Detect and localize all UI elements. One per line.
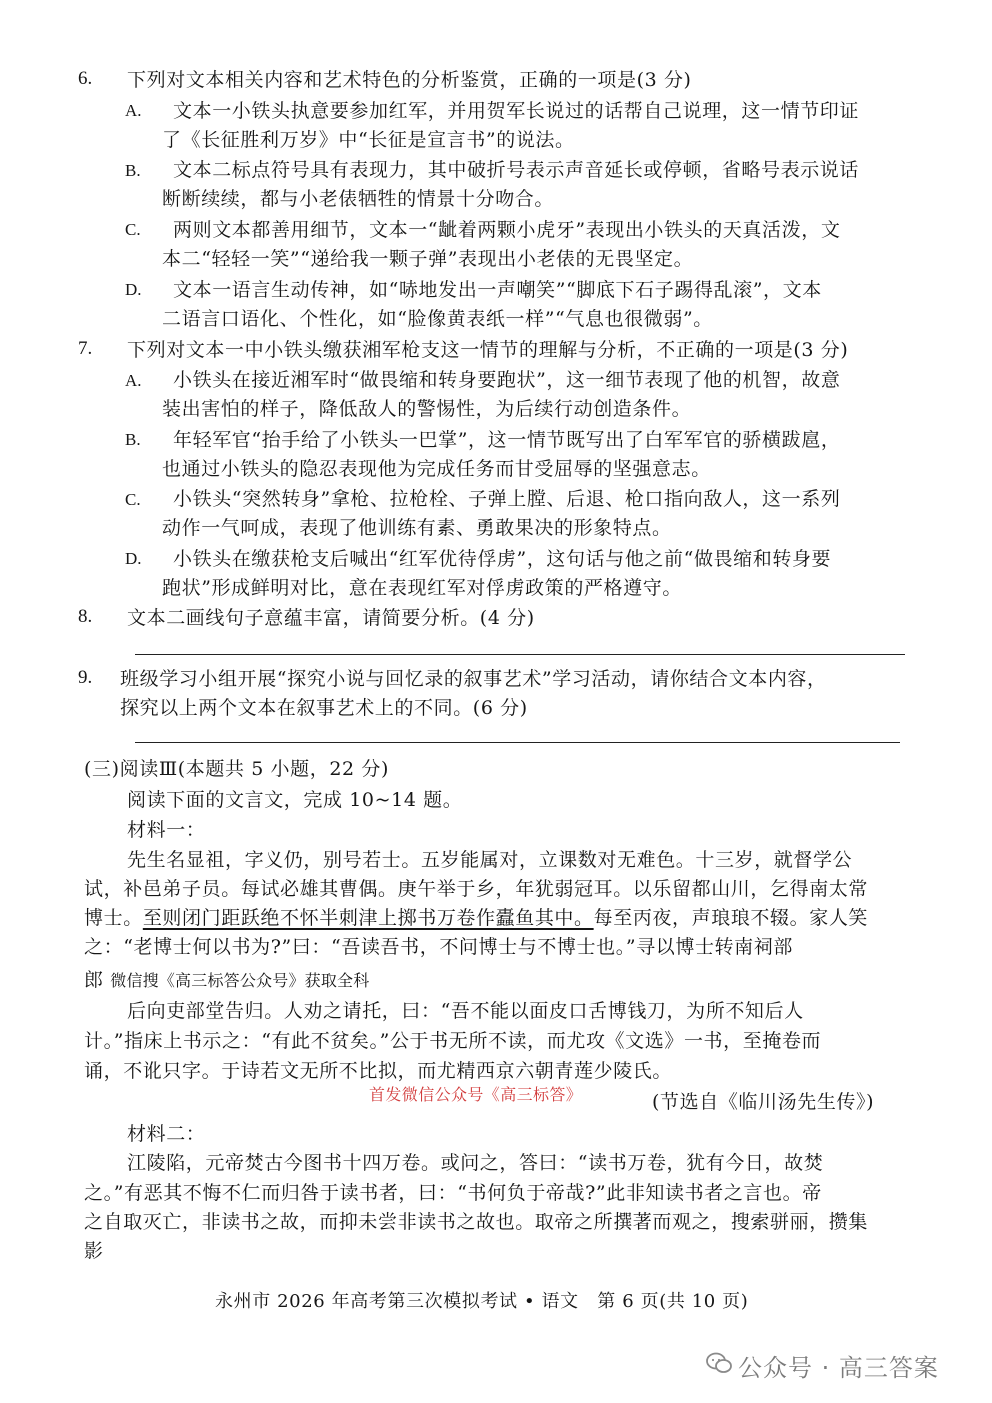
- q7-option-c-text: 小铁头“突然转身”拿枪、拉枪栓、子弹上膛、后退、枪口指向敌人，这一系列: [173, 488, 841, 510]
- material-1-line: 先生名显祖，字义仍，别号若士。五岁能属对，立课数对无难色。十三岁，就督学公: [127, 849, 853, 871]
- material-2-line: 江陵陷，元帝焚古今图书十四万卷。或问之，答曰：“读书万卷，犹有今日，故焚: [127, 1152, 824, 1174]
- q9-text: 班级学习小组开展“探究小说与回忆录的叙事艺术”学习活动，请你结合文本内容，: [120, 668, 827, 690]
- q7-option-d-text-cont: 跑状”形成鲜明对比，意在表现红军对俘虏政策的严格遵守。: [162, 577, 682, 599]
- material-2-line: 影: [84, 1240, 104, 1262]
- material-2-label: 材料二：: [127, 1123, 206, 1145]
- q7-number: 7.: [78, 338, 93, 359]
- material-1-text: 郎: [84, 969, 104, 991]
- q7-option-a-text-cont: 装出害怕的样子，降低敌人的警惕性，为后续行动创造条件。: [162, 398, 692, 420]
- material-1-source: (节选自《临川汤先生传》): [652, 1091, 875, 1113]
- q7-option-b-text: 年轻军官“抬手给了小铁头一巴掌”，这一情节既写出了白军军官的骄横跋扈，: [173, 429, 841, 451]
- q6-option-c-label: C.: [125, 220, 141, 239]
- q6-option-b-text: 文本二标点符号具有表现力，其中破折号表示声音延长或停顿，省略号表示说话: [173, 159, 860, 181]
- q7-option-b-label: B.: [125, 430, 141, 449]
- material-1-text: 博士。: [84, 907, 143, 929]
- material-2-line: 之自取灭亡，非读书之故，而抑未尝非读书之故也。取帝之所撰著而观之，搜索骈丽，攒集: [84, 1211, 869, 1233]
- wechat-icon: [706, 1352, 732, 1374]
- q7-option-b-text-cont: 也通过小铁头的隐忍表现他为完成任务而甘受屈辱的坚强意志。: [162, 458, 711, 480]
- material-1-line: [84, 906, 868, 930]
- material-1-line: 计。”指床上书示之：“有此不贫矣。”公于书无所不读，而尤攻《文选》一书，至掩卷而: [84, 1030, 822, 1052]
- q6-option-b-label: B.: [125, 161, 141, 180]
- q7-option-c-text-cont: 动作一气呵成，表现了他训练有素、勇敢果决的形象特点。: [162, 517, 672, 539]
- promo-text: 微信搜《高三标答公众号》获取全科: [110, 971, 370, 990]
- q6-option-b-text-cont: 断断续续，都与小老俵牺牲的情景十分吻合。: [162, 188, 555, 210]
- material-1-line: 试，补邑弟子员。每试必雄其曹偶。庚午举于乡，年犹弱冠耳。以乐留都山川，乞得南太常: [84, 878, 869, 900]
- q7-option-c-label: C.: [125, 490, 141, 509]
- underlined-sentence: 至则闭门距跃绝不怀半刺津上掷书万卷作蠹鱼其中。: [142, 907, 594, 929]
- material-1-line: 之：“老博士何以书为?”曰：“吾读吾书，不问博士与不博士也。”寻以博士转南祠部: [84, 936, 793, 958]
- q6-option-c-text: 两则文本都善用细节，文本一“龇着两颗小虎牙”表现出小铁头的天真活泼，文: [173, 219, 841, 241]
- q6-stem: 下列对文本相关内容和艺术特色的分析鉴赏，正确的一项是(3 分): [127, 69, 692, 91]
- page-footer: 永州市 2026 年高考第三次模拟考试 • 语文 第 6 页(共 10 页): [215, 1291, 749, 1312]
- q6-number: 6.: [78, 68, 93, 89]
- q6-option-a-label: A.: [125, 101, 142, 120]
- q6-option-a-text: 文本一小铁头执意要参加红军，并用贺军长说过的话帮自己说理，这一情节印证: [173, 100, 860, 122]
- q6-option-a-text-cont: 了《长征胜利万岁》中“长征是宣言书”的说法。: [162, 129, 575, 151]
- material-2-line: 之。”有恶其不悔不仁而归咎于读书者，曰：“书何负于帝哉?”此非知读书者之言也。帝: [84, 1182, 822, 1204]
- material-1-line: [84, 968, 369, 993]
- q9-answer-line[interactable]: [135, 742, 900, 743]
- material-1-line: 后向吏部堂告归。人劝之请托，曰：“吾不能以面皮口舌博钱刀，为所不知后人: [127, 1000, 804, 1022]
- section-heading: (三)阅读Ⅲ(本题共 5 小题，22 分): [84, 758, 389, 780]
- q6-option-d-label: D.: [125, 280, 142, 299]
- material-1-line: 诵，不讹只字。于诗若文无所不比拟，而尤精西京六朝青莲少陵氏。: [84, 1060, 673, 1082]
- q7-option-d-label: D.: [125, 549, 142, 568]
- q7-option-d-text: 小铁头在缴获枪支后喊出“红军优待俘虏”，这句话与他之前“做畏缩和转身要: [173, 548, 832, 570]
- watermark-account: 公众号 · 高三答案: [738, 1354, 939, 1382]
- q9-number: 9.: [78, 667, 93, 688]
- q6-option-d-text-cont: 二语言口语化、个性化，如“脸像黄表纸一样”“气息也很微弱”。: [162, 308, 713, 330]
- q8-answer-line[interactable]: [135, 654, 905, 655]
- material-1-text: 每至丙夜，声琅琅不辍。家人笑: [593, 907, 869, 929]
- q8-stem: 文本二画线句子意蕴丰富，请简要分析。(4 分): [127, 607, 535, 629]
- q7-option-a-label: A.: [125, 371, 142, 390]
- section-intro: 阅读下面的文言文，完成 10~14 题。: [127, 789, 463, 811]
- q6-option-d-text: 文本一语言生动传神，如“哧地发出一声嘲笑”“脚底下石子踢得乱滚”，文本: [173, 279, 822, 301]
- q8-number: 8.: [78, 606, 93, 627]
- q7-option-a-text: 小铁头在接近湘军时“做畏缩和转身要跑状”，这一细节表现了他的机智，故意: [173, 369, 841, 391]
- material-1-label: 材料一：: [127, 819, 206, 841]
- q6-option-c-text-cont: 本二“轻轻一笑”“递给我一颗子弹”表现出小老俵的无畏坚定。: [162, 248, 694, 270]
- q7-stem: 下列对文本一中小铁头缴获湘军枪支这一情节的理解与分析，不正确的一项是(3 分): [127, 339, 849, 361]
- watermark-red: 首发微信公众号《高三标答》: [369, 1085, 583, 1104]
- q9-text-cont: 探究以上两个文本在叙事艺术上的不同。(6 分): [120, 697, 528, 719]
